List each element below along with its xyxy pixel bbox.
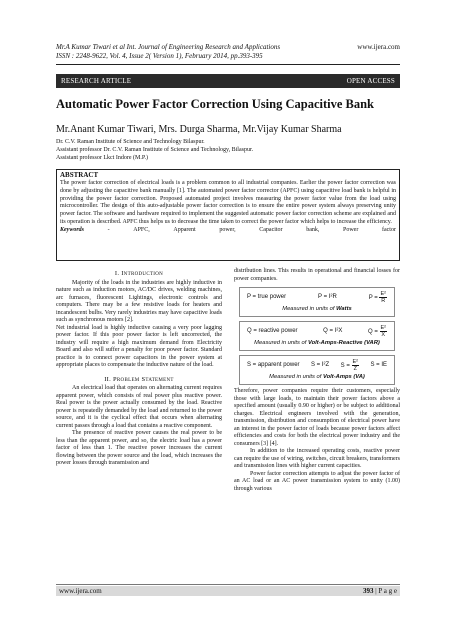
keywords-label: Keywords xyxy=(60,226,84,233)
keyword: Capacitor xyxy=(259,226,283,233)
formula-fraction-equation: P = $\frac{\text{E²}}{R}$ xyxy=(368,290,386,304)
footer-rule xyxy=(56,584,400,585)
formula-equation: S = I²Z xyxy=(311,361,330,368)
abstract-label: ABSTRACT xyxy=(60,171,99,179)
section-number: II. xyxy=(104,375,112,383)
abstract-text: The power factor correction of electrical loads is a problem common to all industrial companies. Earlier the power factor correction was done by adjusting the capacitive bank manually [1]. The automated power factor corrector (APFC) using capacitive load bank is helpful in providing the power factor correction. Proposed automated project involves measuring the power factor value from the load using microcontroller. The design of this auto-adjustable power factor correction is to ensure the entire power system always preserving unity power factor. The software and hardware required to implement the suggested automatic power factor correction scheme are explained and its operation is described. APFC thus helps us to decrease the time taken to correct the power factor which helps to increase the efficiency. xyxy=(60,180,396,225)
page-number: 393 | P a g e xyxy=(363,587,397,595)
issn-line: ISSN : 2248-9622, Vol. 4, Issue 2( Version 1), February 2014, pp.393-395 xyxy=(56,52,263,60)
continued-paragraph: distribution lines. This results in operational and financial losses for power companies. xyxy=(234,268,400,282)
formula-unit: Measured in units of Volt-Amps-Reactive (VAR) xyxy=(254,339,380,346)
open-access-label: OPEN ACCESS xyxy=(346,77,395,85)
author-list: Mr.Anant Kumar Tiwari, Mrs. Durga Sharma, Mr.Vijay Kumar Sharma xyxy=(56,124,342,135)
formula-reactive-power xyxy=(239,321,395,351)
right-column xyxy=(234,268,400,493)
paper-title: Automatic Power Factor Correction Using Capacitive Bank xyxy=(56,97,375,111)
journal-website[interactable]: www.ijera.com xyxy=(357,43,400,51)
affiliation-1: Dr. C.V. Raman Institute of Science and Technology Bilaspur. xyxy=(56,139,205,145)
formula-equation: Q = I²X xyxy=(323,327,343,334)
research-article-label: RESEARCH ARTICLE xyxy=(61,77,132,85)
formula-unit: Measured in units of Volt-Amps (VA) xyxy=(269,373,365,380)
section-heading-introduction xyxy=(56,270,222,278)
formula-fraction-equation: S = $\frac{\text{E²}}{Z}$ xyxy=(340,358,359,372)
body-paragraph: Therefore, power companies require their customers, especially those with large loads, to maintain their power factors above a specified amount (usually 0.90 or higher) or be subject to additional charges. Electrical engineers involved with the generation, transmission, distribution and consumption of electrical power have an interest in the power factor of loads because power factors affect efficiencies and costs for both the electrical power industry and the consumers [3] [4]. xyxy=(234,388,400,447)
formula-equation: P = I²R xyxy=(318,293,337,300)
formula-apparent-power xyxy=(239,355,395,385)
keyword: APFC, xyxy=(133,226,150,233)
keyword: bank, xyxy=(306,226,320,233)
keyword: Apparent xyxy=(173,226,196,233)
formula-unit: Measured in units of Watts xyxy=(282,305,352,312)
section-heading-problem xyxy=(56,376,222,384)
keyword: - xyxy=(107,226,110,233)
formula-equation: S = IE xyxy=(370,361,387,368)
problem-paragraph-2: The presence of reactive power causes the real power to be less than the apparent power, and so, the electric load has a power factor of less than 1. The reactive power increases the current flowing between the power source and the load, which increases the power losses through transmission and xyxy=(56,430,222,466)
intro-paragraph-2: Net industrial load is highly inductive causing a very poor lagging power factor. If this poor power factor is left uncorrected, the industry will require a high maximum demand from Electricity Board and also will suffer a penalty for poor power factor. Standard practice is to connect power capacitors in the power system at appropriate places to compensate the inductive nature of the load. xyxy=(56,324,222,368)
left-column xyxy=(56,268,222,468)
footer-website[interactable]: www.ijera.com xyxy=(59,587,102,595)
keyword: factor xyxy=(381,226,396,233)
formula-label: P = true power xyxy=(247,293,287,300)
body-paragraph: Power factor correction attempts to adjust the power factor of an AC load or an AC power transmission system to unity (1.00) through various xyxy=(234,470,400,492)
keywords-line xyxy=(60,227,396,235)
journal-header xyxy=(56,43,400,61)
affiliation-3: Assistant professor Lkct Indore (M.P.) xyxy=(56,155,148,161)
section-title: Introduction xyxy=(121,270,164,277)
abstract-box xyxy=(56,169,400,261)
formula-label: S = apparent power xyxy=(247,361,300,368)
section-title: Problem Statement xyxy=(113,375,174,383)
keyword: Power xyxy=(342,226,359,233)
formula-fraction-equation: Q = $\frac{\text{E²}}{X}$ xyxy=(367,324,386,338)
header-rule xyxy=(56,64,400,65)
intro-paragraph-1: Majority of the loads in the industries are highly inductive in nature such as induction motors, AC/DC drives, welding machines, arc furnaces, fluorescent Lightings, electronic controls and computers. There may be a few resistive loads for heaters and incandescent bulbs. Very rarely industries may have capacitive loads such as synchronous motors [2]. xyxy=(56,279,222,323)
page-footer xyxy=(56,586,400,596)
affiliation-2: Assistant professor Dr. C.V. Raman Institute of Science and Technology, Bilaspur. xyxy=(56,147,254,153)
formula-label: Q = reactive power xyxy=(247,327,298,334)
section-number: I. xyxy=(114,270,120,277)
journal-citation: Mr.A Kumar Tiwari et al Int. Journal of Engineering Research and Applications xyxy=(56,43,281,51)
article-banner xyxy=(56,74,400,88)
problem-paragraph-1: An electrical load that operates on alternating current requires apparent power, which consists of real power plus reactive power. Real power is the power actually consumed by the load. Reactive power is repeatedly demanded by the load and returned to the power source, and it is the cyclical effect that occurs when alternating current passes through a load that contains a reactive component. xyxy=(56,385,222,429)
affiliations xyxy=(56,138,400,162)
keyword: power, xyxy=(219,226,236,233)
body-paragraph: In addition to the increased operating costs, reactive power can require the use of wiring, switches, circuit breakers, transformers and transmission lines with higher current capacities. xyxy=(234,448,400,469)
formula-true-power xyxy=(239,287,395,317)
